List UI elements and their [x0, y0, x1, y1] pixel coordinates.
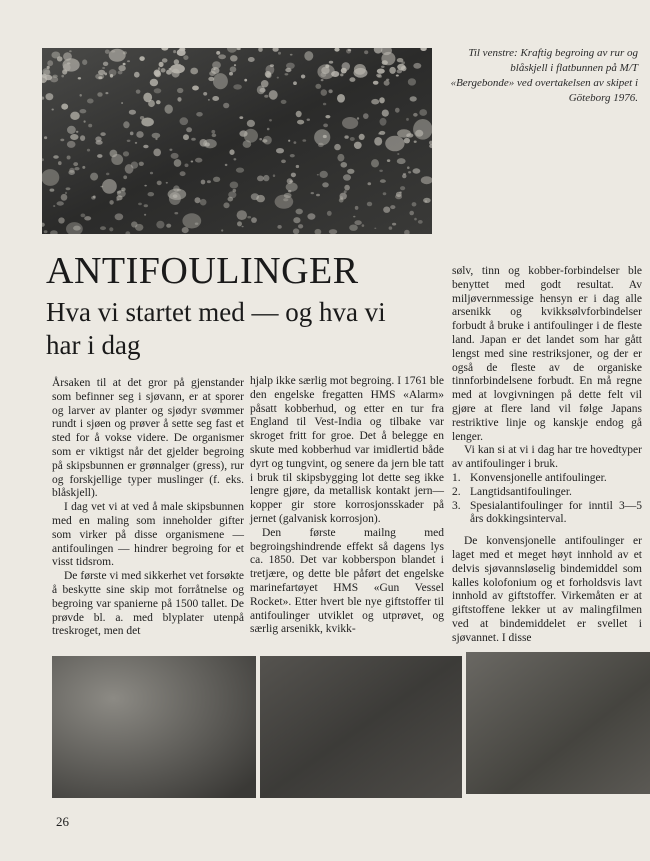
text-column-2 [250, 375, 444, 637]
list-number: 2. [452, 485, 461, 498]
hull-fouling-photo [42, 48, 432, 234]
list-item [452, 485, 642, 500]
paragraph: I dag vet vi at ved å male skipsbunnen med en maling som inneholder gifter som virker på disse organismene — antifoulingen — hindrer begroing for et visst tidsrom. [52, 501, 244, 569]
antifouling-types-list [452, 472, 642, 527]
list-item [452, 499, 642, 528]
surface-texture-image [260, 656, 462, 798]
list-text: Langtidsantifoulinger. [470, 485, 572, 498]
paragraph: De første vi med sikkerhet vet forsøkte å beskytte sine skip mot forråtnelse og begroing var spanierne på 1500 tallet. De prøvde bl. a. med blyplater utenpå treskroget, men det [52, 570, 244, 638]
photo-caption: Til venstre: Kraftig begroing av rur og blåskjell i flatbunnen på M/T «Bergebonde» ved overtakelsen av skipet i Göteborg 1976. [450, 47, 638, 104]
paragraph: hjalp ikke særlig mot begroing. I 1761 ble den engelske fregatten HMS «Alarm» påsatt kobberhud, og etter en tur fra England til Vest-India og tilbake var skroget fritt for groe. Det å belegge en skute med kobberhud var imidlertid både dyrt og tungvint, og senere da jern ble tatt i bruk til skipsbygging lot dette seg ikke lengre gjøre, da metallisk kontakt jern—kopper gir store korrosjonsskader på jernet (galvanisk korrosjon). [250, 375, 444, 525]
list-item [452, 471, 642, 486]
paragraph: Vi kan si at vi i dag har tre hovedtyper av antifoulinger i bruk. [452, 444, 642, 471]
article-title: ANTIFOULINGER [46, 250, 359, 292]
text-column-3 [452, 265, 642, 646]
article-subtitle: Hva vi startet med — og hva vi har i dag [46, 297, 386, 360]
surface-texture-image [52, 656, 256, 798]
hull-fouling-image [42, 48, 432, 234]
hull-surface-photo-2 [260, 656, 462, 798]
paragraph: Årsaken til at det gror på gjenstander som befinner seg i sjøvann, er at sporer og larver av planter og sjødyr svømmer rundt i sjøen og prøver å sette seg fast et sted for å vokse videre. De organismer som er viktigst når det gjelder begroing på skipsbunnen er grønnalger (gress), rur og forskjellige typer muslinger (f. eks. blåskjell). [52, 377, 244, 500]
list-text: Spesialantifoulinger for inntil 3—5 års dokkingsinterval. [470, 499, 642, 526]
paragraph: De konvensjonelle antifoulinger er laget med et meget høyt innhold av et delvis sjøvannsløselig bindemiddel som kalles kolofonium og et forholdsvis lavt innhold av giftstoffer. Virkemåten er at giftstoffene lekker ut av malingfilmen ved at bindemiddelet er svellet i sjøvannet. I disse [452, 535, 642, 644]
list-number: 3. [452, 499, 461, 512]
surface-texture-image [466, 652, 650, 794]
paragraph: sølv, tinn og kobber-forbindelser ble benyttet med godt resultat. Av miljøvernmessige hensyn er i dag alle arsenikk og kvikksølvforbindelser forbudt å bruke i antifoulinger i de fleste land. Japan er det landet som har gått lengst med sine restriksjoner, og der er også de fleste av de organiske tinnforbindelsene forbudt. En må regne med at lovgivningen på dette felt vil gjøre at flere land vil følge Japans restriktive linje og kanskje endog gå lenger. [452, 265, 642, 443]
list-text: Konvensjonelle antifoulinger. [470, 471, 607, 484]
paragraph: Den første mailng med begroingshindrende effekt så dagens lys ca. 1850. Det var kobberspon blandet i tretjære, og dette ble påført det engelske marinefartøyet HMS «Gun Vessel Rocket». Etter hvert ble nye giftstoffer til antifoulinger utviklet og utprøvet, og særlig arsenikk, kvikk- [250, 526, 444, 636]
text-column-1 [52, 377, 244, 639]
list-number: 1. [452, 471, 461, 484]
page-number: 26 [56, 814, 69, 829]
hull-surface-photo-3 [466, 652, 650, 794]
hull-surface-photo-1 [52, 656, 256, 798]
